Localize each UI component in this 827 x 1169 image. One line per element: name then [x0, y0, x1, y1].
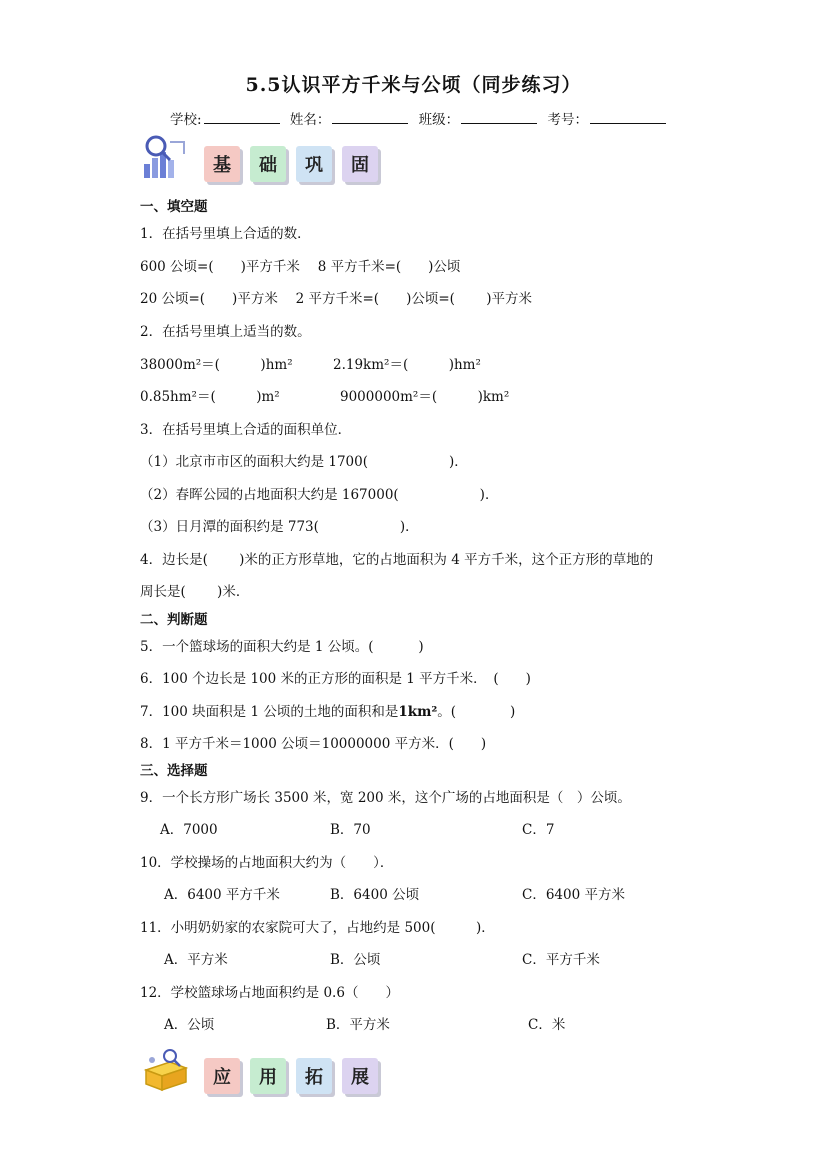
q1-stem: 1．在括号里填上合适的数．	[140, 226, 311, 242]
section-multiple-choice-heading: 三、选择题	[140, 763, 208, 779]
banner-basic-consolidation	[140, 134, 388, 182]
q9-stem: 9．一个长方形广场长 3500 米，宽 200 米，这个广场的占地面积是（ ）公顷。	[140, 790, 631, 806]
q3-c: （3）日月潭的面积约是 773( )．	[140, 519, 419, 535]
q8: 8．1 平方千米＝1000 公顷＝10000000 平方米．( )	[140, 736, 487, 752]
number-label: 考号：	[547, 112, 588, 128]
q9-option-b[interactable]: B．70	[330, 822, 371, 838]
school-field[interactable]	[204, 110, 280, 124]
q7	[140, 700, 515, 720]
q2-c: 0.85hm²＝( )m²	[140, 389, 280, 405]
section-true-false-heading: 二、判断题	[140, 612, 208, 628]
section-fill-blank-heading: 一、填空题	[140, 199, 208, 215]
banner2-tile-4: 展	[342, 1058, 378, 1094]
banner1-tile-3: 巩	[296, 146, 332, 182]
q11-option-c[interactable]: C．平方千米	[522, 952, 600, 968]
q10-option-c[interactable]: C．6400 平方米	[522, 887, 625, 903]
q12-stem: 12．学校篮球场占地面积约是 0.6（ ）	[140, 985, 399, 1001]
q12-option-c[interactable]: C．米	[528, 1017, 566, 1033]
name-field[interactable]	[332, 110, 408, 124]
q4-line1: 4．边长是( )米的正方形草地，它的占地面积为 4 平方千米，这个正方形的草地的	[140, 552, 654, 568]
class-label: 班级：	[418, 112, 460, 128]
student-info-line	[170, 108, 672, 128]
q11-option-a[interactable]: A．平方米	[164, 952, 228, 968]
q2-d: 9000000m²＝( )km²	[340, 389, 510, 405]
page-title: 5.5认识平方千米与公顷（同步练习）	[245, 74, 582, 96]
q2-a: 38000m²＝( )hm²	[140, 357, 293, 373]
banner2-tile-3: 拓	[296, 1058, 332, 1094]
q7-text-a: 7．100 块面积是 1 公顷的土地的面积和是	[140, 704, 399, 720]
banner2-tile-2: 用	[250, 1058, 286, 1094]
q9-option-c[interactable]: C．7	[522, 822, 555, 838]
q12-option-a[interactable]: A．公顷	[164, 1017, 215, 1033]
q7-text-b: 。( )	[437, 704, 516, 720]
chart-magnifier-icon	[140, 134, 192, 182]
q7-unit: 1km²	[398, 704, 438, 720]
number-field[interactable]	[590, 110, 666, 124]
q2-stem: 2．在括号里填上适当的数。	[140, 324, 311, 340]
banner1-tile-1: 基	[204, 146, 240, 182]
q2-b: 2.19km²＝( )hm²	[333, 357, 481, 373]
school-label: 学校:	[170, 112, 202, 128]
banner-application-extension	[140, 1046, 388, 1094]
class-field[interactable]	[461, 110, 537, 124]
banner2-tile-1: 应	[204, 1058, 240, 1094]
q1-line1: 600 公顷=( )平方千米 8 平方千米=( )公顷	[140, 259, 461, 275]
q11-stem: 11．小明奶奶家的农家院可大了，占地约是 500( )．	[140, 920, 495, 936]
q3-a: （1）北京市市区的面积大约是 1700( )．	[140, 454, 468, 470]
q9-option-a[interactable]: A．7000	[160, 822, 218, 838]
q3-b: （2）春晖公园的占地面积大约是 167000( )．	[140, 487, 499, 503]
q10-option-a[interactable]: A．6400 平方千米	[164, 887, 280, 903]
q11-option-b[interactable]: B．公顷	[330, 952, 381, 968]
banner1-tile-2: 础	[250, 146, 286, 182]
name-label: 姓名：	[289, 112, 331, 128]
q6: 6．100 个边长是 100 米的正方形的面积是 1 平方千米． ( )	[140, 671, 531, 687]
q4-line2: 周长是( )米．	[140, 584, 250, 600]
q10-option-b[interactable]: B．6400 公顷	[330, 887, 420, 903]
q1-line2: 20 公顷=( )平方米 2 平方千米=( )公顷=( )平方米	[140, 291, 532, 307]
treasure-chest-icon	[140, 1046, 192, 1094]
q5: 5．一个篮球场的面积大约是 1 公顷。( )	[140, 639, 424, 655]
q3-stem: 3．在括号里填上合适的面积单位．	[140, 422, 352, 438]
banner1-tile-4: 固	[342, 146, 378, 182]
q12-option-b[interactable]: B．平方米	[326, 1017, 390, 1033]
q10-stem: 10．学校操场的占地面积大约为（ ）．	[140, 855, 394, 871]
